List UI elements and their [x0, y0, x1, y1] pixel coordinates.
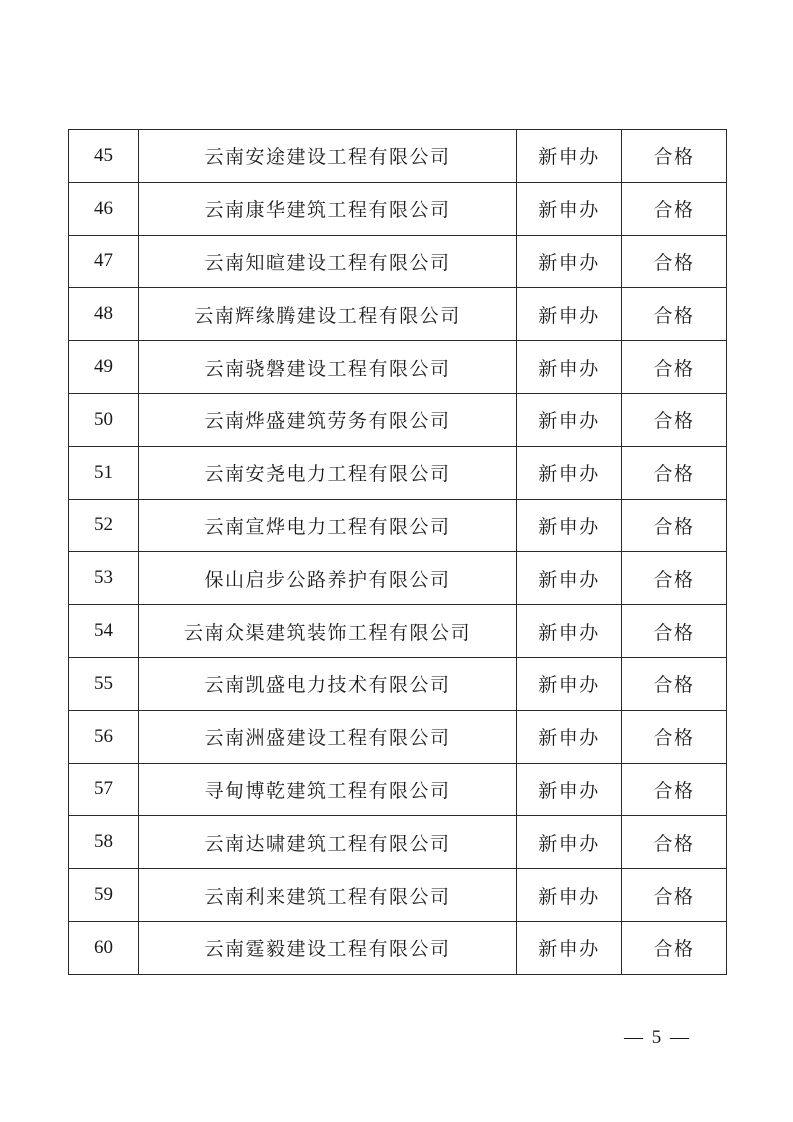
company-name-cell: 云南烨盛建筑劳务有限公司	[139, 393, 517, 446]
table-row	[69, 499, 727, 552]
row-number-cell: 59	[69, 869, 139, 922]
result-cell: 合格	[622, 710, 727, 763]
row-number-cell: 57	[69, 763, 139, 816]
row-number-cell: 45	[69, 130, 139, 183]
result-cell: 合格	[622, 657, 727, 710]
result-cell: 合格	[622, 499, 727, 552]
company-name-cell: 云南霆毅建设工程有限公司	[139, 921, 517, 974]
table-row	[69, 921, 727, 974]
row-number-cell: 54	[69, 605, 139, 658]
company-name-cell: 云南凯盛电力技术有限公司	[139, 657, 517, 710]
row-number-cell: 58	[69, 816, 139, 869]
row-number-cell: 47	[69, 235, 139, 288]
result-cell: 合格	[622, 235, 727, 288]
row-number-cell: 52	[69, 499, 139, 552]
result-cell: 合格	[622, 869, 727, 922]
table-row	[69, 816, 727, 869]
result-cell: 合格	[622, 288, 727, 341]
application-type-cell: 新申办	[517, 393, 622, 446]
row-number-cell: 50	[69, 393, 139, 446]
table-row	[69, 763, 727, 816]
table-row	[69, 235, 727, 288]
table-row	[69, 130, 727, 183]
row-number-cell: 56	[69, 710, 139, 763]
row-number-cell: 53	[69, 552, 139, 605]
company-name-cell: 云南安尧电力工程有限公司	[139, 446, 517, 499]
application-type-cell: 新申办	[517, 130, 622, 183]
result-cell: 合格	[622, 182, 727, 235]
application-type-cell: 新申办	[517, 182, 622, 235]
company-name-cell: 寻甸博乾建筑工程有限公司	[139, 763, 517, 816]
results-table	[68, 129, 727, 975]
company-name-cell: 云南达啸建筑工程有限公司	[139, 816, 517, 869]
application-type-cell: 新申办	[517, 657, 622, 710]
application-type-cell: 新申办	[517, 341, 622, 394]
company-name-cell: 云南骁磐建设工程有限公司	[139, 341, 517, 394]
company-name-cell: 云南洲盛建设工程有限公司	[139, 710, 517, 763]
application-type-cell: 新申办	[517, 288, 622, 341]
row-number-cell: 49	[69, 341, 139, 394]
company-name-cell: 云南众渠建筑装饰工程有限公司	[139, 605, 517, 658]
table-row	[69, 869, 727, 922]
table-row	[69, 605, 727, 658]
result-cell: 合格	[622, 552, 727, 605]
company-name-cell: 保山启步公路养护有限公司	[139, 552, 517, 605]
table-row	[69, 288, 727, 341]
table-row	[69, 341, 727, 394]
company-name-cell: 云南康华建筑工程有限公司	[139, 182, 517, 235]
application-type-cell: 新申办	[517, 763, 622, 816]
application-type-cell: 新申办	[517, 499, 622, 552]
company-name-cell: 云南安途建设工程有限公司	[139, 130, 517, 183]
row-number-cell: 55	[69, 657, 139, 710]
row-number-cell: 48	[69, 288, 139, 341]
application-type-cell: 新申办	[517, 869, 622, 922]
application-type-cell: 新申办	[517, 710, 622, 763]
table-row	[69, 182, 727, 235]
page-number: — 5 —	[624, 1027, 691, 1048]
result-cell: 合格	[622, 341, 727, 394]
row-number-cell: 60	[69, 921, 139, 974]
result-cell: 合格	[622, 605, 727, 658]
company-name-cell: 云南宣烨电力工程有限公司	[139, 499, 517, 552]
results-table-body	[69, 130, 727, 975]
table-row	[69, 710, 727, 763]
application-type-cell: 新申办	[517, 235, 622, 288]
table-row	[69, 657, 727, 710]
table-row	[69, 393, 727, 446]
company-name-cell: 云南利来建筑工程有限公司	[139, 869, 517, 922]
application-type-cell: 新申办	[517, 552, 622, 605]
table-row	[69, 552, 727, 605]
application-type-cell: 新申办	[517, 446, 622, 499]
table-row	[69, 446, 727, 499]
application-type-cell: 新申办	[517, 605, 622, 658]
result-cell: 合格	[622, 446, 727, 499]
result-cell: 合格	[622, 921, 727, 974]
row-number-cell: 51	[69, 446, 139, 499]
result-cell: 合格	[622, 816, 727, 869]
application-type-cell: 新申办	[517, 921, 622, 974]
result-cell: 合格	[622, 130, 727, 183]
result-cell: 合格	[622, 393, 727, 446]
row-number-cell: 46	[69, 182, 139, 235]
application-type-cell: 新申办	[517, 816, 622, 869]
result-cell: 合格	[622, 763, 727, 816]
company-name-cell: 云南辉缘腾建设工程有限公司	[139, 288, 517, 341]
company-name-cell: 云南知暄建设工程有限公司	[139, 235, 517, 288]
